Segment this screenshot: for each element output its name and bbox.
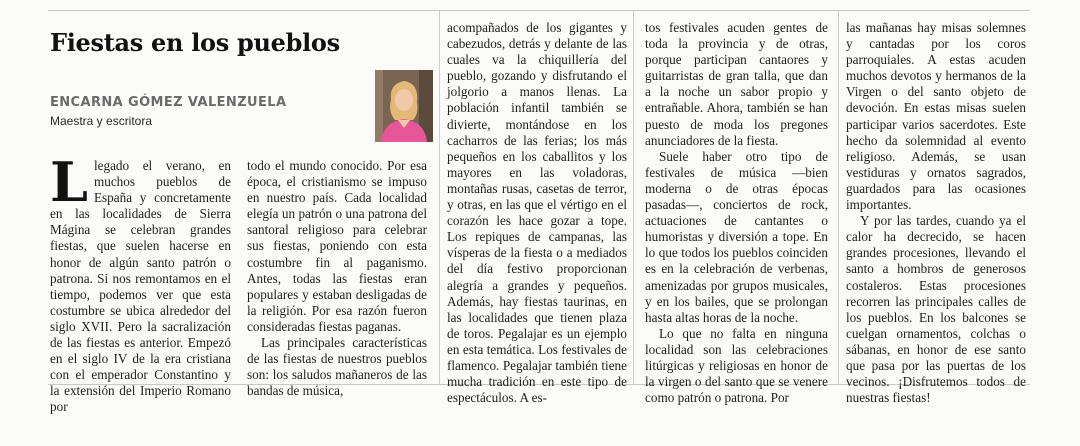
article-title: Fiestas en los pueblos	[50, 28, 340, 57]
paragraph: Lo que no falta en ninguna localidad son las celebraciones litúrgicas y religiosas en honor de la virgen o del santo que se venere como patrón o patrona. Por	[645, 325, 828, 406]
column-divider	[439, 11, 440, 384]
author-role: Maestra y escritora	[50, 114, 153, 128]
author-photo	[375, 70, 433, 142]
article-column-3	[447, 20, 627, 406]
column-divider	[838, 11, 839, 384]
paragraph: tos festivales acuden gentes de toda la provincia y de otras, porque participan cantaores y guitarristas de gran talla, que dan a la noche un sabor propio y entrañable. Ahora, también se han puesto de moda los pregones anunciadores de la fiesta.	[645, 20, 828, 148]
article-column-2	[247, 158, 427, 399]
top-rule	[48, 10, 1030, 11]
paragraph: acompañados de los gigantes y cabezudos, detrás y delante de las cuales va la chiquillería del pueblo, gozando y disfrutando el jolgorio a manos llenas. La población infantil también se divierte, montándose en los cacharros de las ferias; los más pequeños en los caballitos y los mayores en las voladoras, montañas rusas, casetas de terror, y otras, en las que el vértigo en el corazón les hace gozar a tope. Los repiques de campanas, las vísperas de la fiesta o a mediados del día festivo proporcionan alegría a grandes y pequeños. Además, hay fiestas taurinas, en las localidades que tienen plaza de toros. Pegalajar es un ejemplo en esta temática. Los festivales de flamenco. Pegalajar también tiene mucha tradición en este tipo de espectáculos. A es-	[447, 20, 627, 406]
author-portrait-icon	[375, 70, 433, 142]
paragraph: Las principales características de las fiestas de nuestros pueblos son: los saludos mañaneros de las bandas de música,	[247, 335, 427, 399]
paragraph: todo el mundo conocido. Por esa época, el cristianismo se impuso en nuestro país. Cada localidad elegía un patrón o una patrona del santoral religioso para celebrar sus fiestas, poniendo con esta costumbre fin al paganismo. Antes, todas las fiestas eran populares y estaban desligadas de la religión. Por esa razón fueron consideradas fiestas paganas.	[247, 158, 427, 334]
column-divider	[633, 11, 634, 384]
author-name: ENCARNA GÓMEZ VALENZUELA	[50, 95, 287, 110]
paragraph: Suele haber otro tipo de festivales de música —bien moderna o de otras épocas pasadas—, conciertos de rock, actuaciones de cantantes o humoristas y diversión a tope. En lo que todos los pueblos coinciden es en la celebración de verbenas, amenizadas por grupos musicales, y en los bailes, que se prolongan hasta altas horas de la noche.	[645, 148, 828, 325]
paragraph: Y por las tardes, cuando ya el calor ha decrecido, se hacen grandes procesiones, llevando el santo a hombros de generosos costaleros. Estas procesiones recorren las principales calles de los pueblos. En los balcones se cuelgan ornamentos, colchas o sábanas, en honor de ese santo que pasa por las puertas de los vecinos. ¡Disfrutemos todos de nuestras fiestas!	[846, 213, 1026, 406]
paragraph: las mañanas hay misas solemnes y cantadas por los coros parroquiales. A estas acuden muchos devotos y hermanos de la Virgen o del santo objeto de devoción. En estas misas suelen participar varios sacerdotes. Este hecho da solemnidad al evento religioso. Además, se usan vestiduras y ornatos sagrados, guardados para las ocasiones importantes.	[846, 20, 1026, 213]
article-column-1	[50, 150, 231, 416]
drop-cap: L	[50, 150, 88, 214]
paragraph: legado el verano, en muchos pueblos de España y concretamente en las localidades de Sierra Mágina se celebran grandes fiestas, que suelen hacerse en honor de algún santo patrón o patrona. Si nos remontamos en el tiempo, podemos ver que esta costumbre se ubica alrededor del siglo XVII. Pero la sacralización de las fiestas es anterior. Empezó en el siglo IV de la era cristiana con el emperador Constantino y la extensión del Imperio Romano por	[50, 158, 231, 415]
article-column-4	[645, 20, 828, 406]
article-column-5	[846, 20, 1026, 406]
